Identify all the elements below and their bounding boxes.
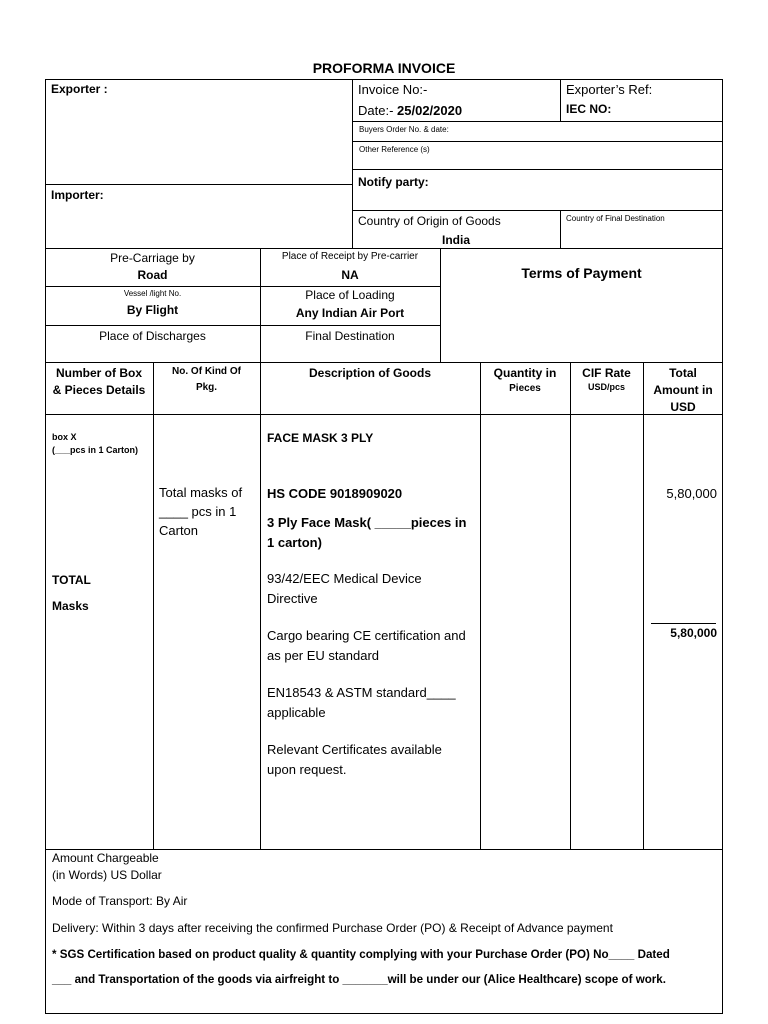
divider bbox=[260, 362, 261, 849]
border-top bbox=[45, 79, 723, 80]
place-loading-value: Any Indian Air Port bbox=[295, 306, 405, 320]
item-detail: 3 Ply Face Mask( _____pieces in 1 carton) bbox=[267, 515, 467, 550]
place-discharges-label: Place of Discharges bbox=[99, 329, 206, 343]
header-quantity-line2: Pieces bbox=[509, 383, 541, 394]
divider bbox=[45, 849, 723, 850]
exporter-label: Exporter : bbox=[51, 82, 108, 96]
item-title: FACE MASK 3 PLY bbox=[267, 431, 374, 445]
delivery-terms: Delivery: Within 3 days after receiving the confirmed Purchase Order (PO) & Receipt of Advance payment bbox=[52, 921, 613, 935]
total-label: TOTAL bbox=[52, 573, 91, 587]
divider bbox=[153, 362, 154, 849]
header-kind-line2: Pkg. bbox=[195, 382, 218, 393]
divider bbox=[45, 248, 723, 249]
grand-total-amount: 5,80,000 bbox=[670, 626, 717, 640]
kind-of-package-text: Total masks of ____ pcs in 1 Carton bbox=[159, 485, 243, 538]
header-total-line1: Total bbox=[669, 366, 697, 380]
divider bbox=[45, 362, 723, 363]
sgs-note-line1: * SGS Certification based on product quality & quantity complying with your Purchase Order (PO) No____ Dated bbox=[52, 948, 670, 961]
divider bbox=[480, 362, 481, 849]
final-destination-label: Final Destination bbox=[305, 329, 395, 343]
border-bottom bbox=[45, 1013, 723, 1014]
divider bbox=[560, 210, 561, 249]
vessel-value: By Flight bbox=[126, 303, 179, 317]
amount-chargeable-line2: (in Words) US Dollar bbox=[52, 868, 162, 882]
header-kind-line1: No. Of Kind Of bbox=[172, 366, 241, 377]
header-cif-line1: CIF Rate bbox=[582, 366, 631, 380]
header-quantity-line1: Quantity in bbox=[493, 366, 557, 380]
vessel-label: Vessel /light No. bbox=[123, 289, 182, 298]
date-value: 25/02/2020 bbox=[397, 103, 463, 118]
country-origin-label: Country of Origin of Goods bbox=[358, 214, 501, 228]
sgs-note-line2: ___ and Transportation of the goods via airfreight to _______will be under our (Alice Healthcare) scope of work. bbox=[52, 973, 666, 986]
exporters-ref-label: Exporter’s Ref: bbox=[566, 82, 653, 97]
header-cif-line2: USD/pcs bbox=[587, 382, 625, 392]
masks-label: Masks bbox=[52, 599, 89, 613]
other-reference-label: Other Reference (s) bbox=[359, 145, 430, 154]
standard-text: EN18543 & ASTM standard____ applicable bbox=[267, 685, 456, 720]
header-box-line2: & Pieces Details bbox=[52, 383, 146, 397]
header-box-line1: Number of Box bbox=[55, 366, 142, 380]
date-label: Date:- bbox=[358, 103, 398, 118]
country-origin-value: India bbox=[441, 233, 470, 247]
border-left bbox=[45, 79, 46, 1014]
mode-of-transport: Mode of Transport: By Air bbox=[52, 894, 188, 908]
header-description: Description of Goods bbox=[308, 366, 431, 380]
pre-carriage-label: Pre-Carriage by bbox=[110, 251, 195, 265]
notify-party-label: Notify party: bbox=[358, 175, 429, 189]
importer-label: Importer: bbox=[51, 188, 104, 202]
country-final-destination-label: Country of Final Destination bbox=[566, 214, 665, 223]
divider bbox=[352, 79, 353, 249]
divider bbox=[45, 325, 441, 326]
iec-no-label: IEC NO: bbox=[566, 102, 612, 116]
hs-code: HS CODE 9018909020 bbox=[267, 486, 403, 501]
divider bbox=[352, 121, 723, 122]
divider bbox=[45, 414, 723, 415]
document-title: PROFORMA INVOICE bbox=[312, 60, 456, 76]
total-underline bbox=[651, 623, 716, 624]
certificates-text: Relevant Certificates available upon request. bbox=[267, 742, 442, 777]
divider bbox=[352, 210, 723, 211]
divider bbox=[45, 184, 353, 185]
border-right bbox=[722, 79, 723, 1014]
header-total-line3: USD bbox=[670, 400, 696, 414]
line-total-amount: 5,80,000 bbox=[666, 486, 717, 501]
terms-of-payment-label: Terms of Payment bbox=[521, 265, 642, 281]
pre-carriage-value: Road bbox=[137, 268, 168, 282]
invoice-no-label: Invoice No:- bbox=[358, 82, 428, 97]
place-receipt-value: NA bbox=[341, 268, 359, 282]
cargo-text: Cargo bearing CE certification and as per EU standard bbox=[267, 628, 466, 663]
amount-chargeable-line1: Amount Chargeable bbox=[52, 851, 159, 865]
directive-text: 93/42/EEC Medical Device Directive bbox=[267, 571, 422, 606]
place-loading-label: Place of Loading bbox=[305, 288, 395, 302]
divider bbox=[352, 169, 723, 170]
divider bbox=[570, 362, 571, 849]
divider bbox=[560, 79, 561, 122]
invoice-date bbox=[358, 103, 462, 119]
divider bbox=[260, 248, 261, 362]
box-detail-line2: (___pcs in 1 Carton) bbox=[52, 445, 139, 455]
divider bbox=[643, 362, 644, 849]
box-detail-line1: box X bbox=[52, 432, 77, 442]
buyers-order-label: Buyers Order No. & date: bbox=[359, 125, 449, 134]
place-receipt-label: Place of Receipt by Pre-carrier bbox=[281, 251, 419, 262]
header-total-line2: Amount in bbox=[653, 383, 713, 397]
divider bbox=[352, 141, 723, 142]
divider bbox=[45, 286, 441, 287]
